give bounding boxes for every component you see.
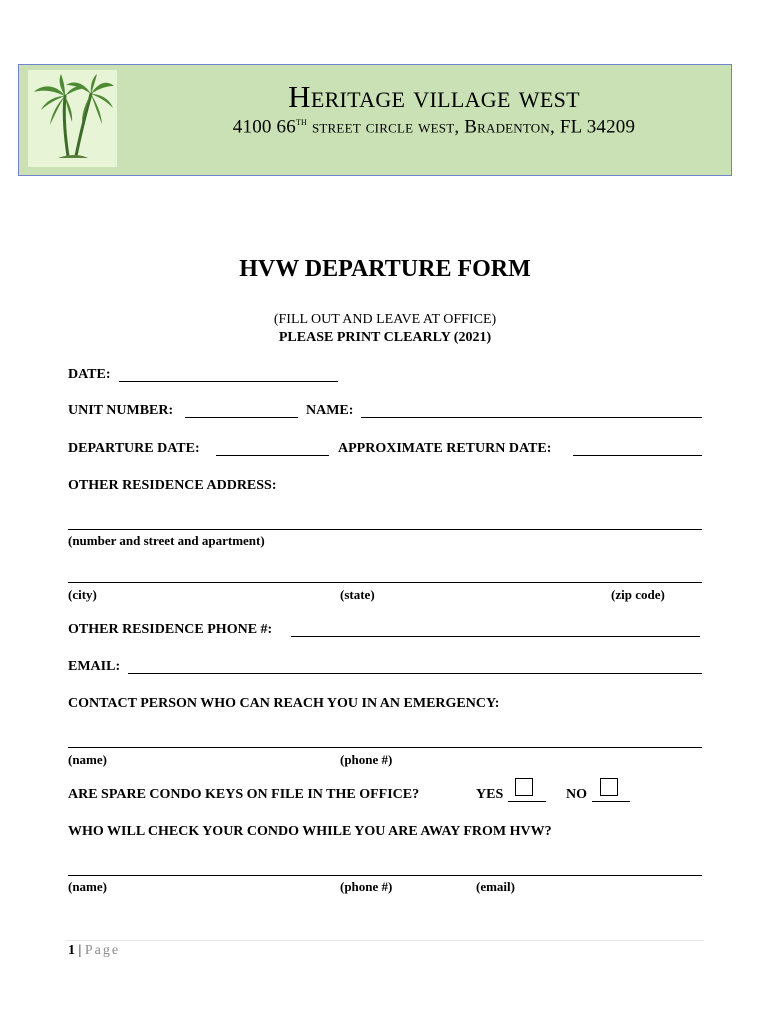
date-label: DATE: xyxy=(68,367,111,382)
page-word: Page xyxy=(84,943,121,958)
address-ordinal: th xyxy=(295,116,308,128)
checker-phone-caption: (phone #) xyxy=(340,879,393,894)
checker-name-caption: (name) xyxy=(68,879,107,894)
page-footer xyxy=(68,944,120,958)
unit-number-field-line[interactable] xyxy=(185,417,298,418)
return-date-field-line[interactable] xyxy=(573,455,702,456)
email-label: EMAIL: xyxy=(68,659,121,674)
state-caption: (state) xyxy=(340,587,375,602)
no-underline xyxy=(592,801,630,802)
phone-label: OTHER RESIDENCE PHONE #: xyxy=(68,622,273,637)
condo-checker-field-line[interactable] xyxy=(68,875,702,876)
emergency-contact-field-line[interactable] xyxy=(68,747,702,748)
palm-trees-icon xyxy=(28,70,117,167)
spare-keys-question: ARE SPARE CONDO KEYS ON FILE IN THE OFFICE? xyxy=(68,787,420,802)
city-caption: (city) xyxy=(68,587,97,602)
contact-name-caption: (name) xyxy=(68,752,107,767)
form-instruction: (FILL OUT AND LEAVE AT OFFICE) xyxy=(273,312,497,327)
date-field-line[interactable] xyxy=(119,381,338,382)
name-field-line[interactable] xyxy=(361,417,702,418)
no-label: NO xyxy=(566,787,587,802)
city-state-zip-field-line[interactable] xyxy=(68,582,702,583)
checker-email-caption: (email) xyxy=(476,879,515,894)
contact-phone-caption: (phone #) xyxy=(340,752,393,767)
condo-checker-question: WHO WILL CHECK YOUR CONDO WHILE YOU ARE AWAY FROM HVW? xyxy=(68,824,552,839)
departure-date-label: DEPARTURE DATE: xyxy=(68,441,200,456)
address-number: 4100 66 xyxy=(232,116,296,138)
unit-number-label: UNIT NUMBER: xyxy=(68,403,174,418)
zip-caption: (zip code) xyxy=(611,587,665,602)
street-caption: (number and street and apartment) xyxy=(68,533,265,548)
organization-address xyxy=(149,117,719,136)
page-number: 1 xyxy=(68,943,75,958)
emergency-contact-label: CONTACT PERSON WHO CAN REACH YOU IN AN EMERGENCY: xyxy=(68,696,500,711)
email-field-line[interactable] xyxy=(128,673,702,674)
footer-divider xyxy=(66,940,704,941)
yes-checkbox[interactable] xyxy=(515,778,533,796)
return-date-label: APPROXIMATE RETURN DATE: xyxy=(338,441,552,456)
departure-date-field-line[interactable] xyxy=(216,455,329,456)
street-field-line[interactable] xyxy=(68,529,702,530)
organization-name: Heritage village west xyxy=(288,79,580,114)
address-rest: street circle west, Bradenton, FL 34209 xyxy=(307,116,636,138)
other-address-label: OTHER RESIDENCE ADDRESS: xyxy=(68,478,277,493)
yes-label: YES xyxy=(476,787,504,802)
print-note: PLEASE PRINT CLEARLY (2021) xyxy=(278,330,492,345)
phone-field-line[interactable] xyxy=(291,636,700,637)
page-separator: | xyxy=(75,943,85,958)
no-checkbox[interactable] xyxy=(600,778,618,796)
header-banner xyxy=(18,64,732,176)
form-title: HVW DEPARTURE FORM xyxy=(239,256,531,282)
name-label: NAME: xyxy=(306,403,354,418)
yes-underline xyxy=(508,801,546,802)
